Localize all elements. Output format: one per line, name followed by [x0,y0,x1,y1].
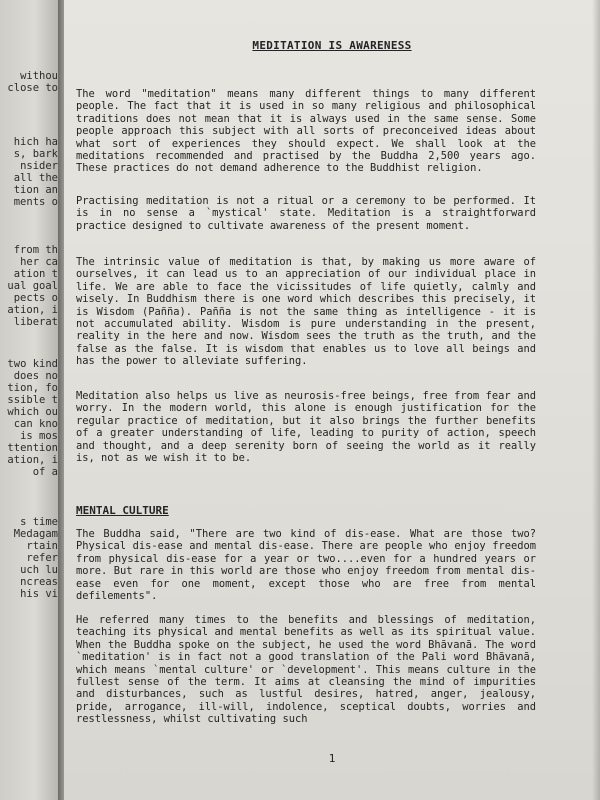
section-paragraph-2: He referred many times to the benefits and blessings of meditation, teaching its physical and mental benefits as well as its spiritual value. When the Buddha spoke on the subject, he used the word Bhāvanā. The word `meditation' is in fact not a good translation of the Pali word Bhāvanā, which means `mental culture' or `development'. This means culture in the fullest sense of the term. It aims at cleansing the mind of impurities and disturbances, such as lustful desires, hatred, anger, jealousy, pride, arrogance, ill-will, indolence, sceptical doubts, worries and restlessness, whilst cultivating such [76,614,536,726]
facing-page-fragment: s, bark [13,148,58,160]
facing-page-fragment: ual goal [7,280,58,292]
facing-page-fragment: her ca [20,256,58,268]
section-paragraph-1: The Buddha said, "There are two kind of dis-ease. What are those two? Physical dis-ease and mental dis-ease. There are people who enjoy freedom from physical dis-ease for a year or two....even for a hundred years or more. But rare in this world are those who enjoy freedom from mental dis-ease even for one moment, except those who are free from mental defilements". [76,528,536,603]
page-title: MEDITATION IS AWARENESS [252,39,412,52]
facing-page-fragment: two kind [7,358,58,370]
facing-page-fragment: of a [32,466,58,478]
paragraph-1: The word "meditation" means many different things to many different people. The fact that it is used in so many religious and philosophical traditions does not mean that it is always used in the same sense. Some people approach this subject with all sorts of preconceived ideas about what sort of experiences they should expect. We shall look at the meditations recommended and practised by the Buddha 2,500 years ago. These practices do not demand adherence to the Buddhist religion. [76,88,536,175]
facing-page-fragment: tion an [13,184,58,196]
facing-page-fragment: uch lu [20,564,58,576]
facing-page-fragment: ments o [13,196,58,208]
facing-page-fragment: can kno [13,418,58,430]
facing-page-fragment: all the [13,172,58,184]
facing-page-fragment: nsider [20,160,58,172]
facing-page-fragment: Medagam [13,528,58,540]
facing-page [0,0,58,800]
facing-page-fragment: hich ha [13,136,58,148]
paragraph-3: The intrinsic value of meditation is that, by making us more aware of ourselves, it can lead us to an appreciation of our individual place in life. We are able to face the vicissitudes of life quietly, calmly and wisely. In Buddhism there is one word which describes this precisely, it is Wisdom (Pañña). Pañña is not the same thing as intelligence - it is not accumulated ability. Wisdom is pure understanding in the present, reality in the here and now. Wisdom sees the truth as the truth, and the false as the false. It is wisdom that enables us to love all beings and has the power to alleviate suffering. [76,256,536,368]
facing-page-fragment: refer [26,552,58,564]
facing-page-fragment: rtain [26,540,58,552]
facing-page-fragment: from th [13,244,58,256]
facing-page-fragment: s time [20,516,58,528]
facing-page-fragment: which ou [7,406,58,418]
facing-page-fragment: ssible t [7,394,58,406]
facing-page-fragment: liberat [13,316,58,328]
section-heading: MENTAL CULTURE [76,504,169,517]
facing-page-fragment: ncreas [20,576,58,588]
facing-page-fragment: ation, i [7,304,58,316]
page-shadow [592,0,600,800]
facing-page-fragment: ation t [13,268,58,280]
facing-page-fragment: ttention [7,442,58,454]
facing-page-fragment: close to [7,82,58,94]
facing-page-fragment: tion, fo [7,382,58,394]
facing-page-fragment: ation, i [7,454,58,466]
page-number: 1 [328,752,336,765]
facing-page-fragment: is mos [20,430,58,442]
facing-page-fragment: withou [20,70,58,82]
facing-page-fragment: his vi [20,588,58,600]
paragraph-2: Practising meditation is not a ritual or a ceremony to be performed. It is in no sense a `mystical' state. Meditation is a straightforward practice designed to cultivate awareness of the present moment. [76,195,536,232]
document-page [64,0,600,800]
facing-page-fragment: pects o [13,292,58,304]
paragraph-4: Meditation also helps us live as neurosis-free beings, free from fear and worry. In the modern world, this alone is enough justification for the regular practice of meditation, but it also brings the further benefits of a greater understanding of life, leading to purity of action, speech and thought, and a deep serenity born of seeing the world as it really is, not as we wish it to be. [76,390,536,465]
facing-page-fragment: does no [13,370,58,382]
